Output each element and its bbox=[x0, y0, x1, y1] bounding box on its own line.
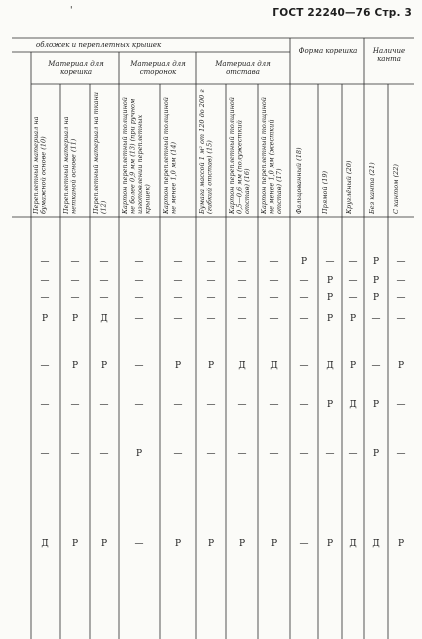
table-cell: — bbox=[99, 276, 109, 286]
table-cell: — bbox=[134, 361, 144, 371]
table-cell: — bbox=[40, 276, 50, 286]
group-label-sides: Материал для сторонок bbox=[130, 60, 186, 76]
table-cell: Д bbox=[349, 539, 357, 549]
table-cell: — bbox=[206, 400, 216, 410]
table-cell: Р bbox=[100, 539, 108, 549]
table-cell: — bbox=[206, 314, 216, 324]
col-header-13: Картон переплетный толщиной не более 0,9 мм (13) (при ручном изготовлении переплетных крышек) bbox=[121, 97, 152, 214]
table-cell: — bbox=[134, 276, 144, 286]
table-cell: — bbox=[99, 257, 109, 267]
table-cell: Р bbox=[326, 314, 334, 324]
table-cell: — bbox=[173, 257, 183, 267]
table-cell: Р bbox=[372, 257, 380, 267]
table-cell: — bbox=[70, 293, 80, 303]
table-cell: Р bbox=[300, 257, 308, 267]
table-cell: — bbox=[206, 257, 216, 267]
table-cell: — bbox=[206, 293, 216, 303]
table-cell: — bbox=[299, 293, 309, 303]
table-cell: — bbox=[348, 449, 358, 459]
table-cell: — bbox=[40, 293, 50, 303]
table-cell: — bbox=[173, 449, 183, 459]
table-cell: Р bbox=[349, 314, 357, 324]
table-cell: — bbox=[134, 293, 144, 303]
col-header-16: Картон переплетный толщиной 0,5—0,6 мм (полужесткий отстав) (16) bbox=[228, 97, 251, 214]
table-cell: — bbox=[237, 293, 247, 303]
col-header-11: Переплетный материал на нетканой основе (11) bbox=[62, 116, 78, 214]
table-cell: — bbox=[237, 449, 247, 459]
table-cell: — bbox=[269, 276, 279, 286]
table-cell: Р bbox=[326, 293, 334, 303]
table-cell: — bbox=[134, 400, 144, 410]
top-group-label: обложек и переплетных крышек bbox=[36, 41, 162, 49]
table-cell: — bbox=[299, 539, 309, 549]
table-cell: — bbox=[371, 314, 381, 324]
table-cell: Р bbox=[372, 449, 380, 459]
table-cell: Р bbox=[326, 276, 334, 286]
table-cell: Р bbox=[372, 276, 380, 286]
table-cell: — bbox=[237, 314, 247, 324]
table-cell: — bbox=[269, 314, 279, 324]
table-cell: — bbox=[40, 361, 50, 371]
table-cell: Р bbox=[100, 361, 108, 371]
table-cell: Р bbox=[174, 361, 182, 371]
table-cell: — bbox=[40, 449, 50, 459]
table-cell: Р bbox=[207, 539, 215, 549]
col-header-18: Фальцованный (18) bbox=[295, 147, 303, 214]
table-cell: — bbox=[396, 293, 406, 303]
table-cell: — bbox=[269, 257, 279, 267]
table-cell: — bbox=[237, 257, 247, 267]
table-cell: — bbox=[348, 257, 358, 267]
col-header-15: Бумага массой 1 м² от 120 до 200 г (гибкий отстав) (15) bbox=[198, 89, 214, 214]
table-cell: Р bbox=[270, 539, 278, 549]
table-cell: Р bbox=[71, 539, 79, 549]
table-cell: — bbox=[70, 449, 80, 459]
table-cell: — bbox=[99, 293, 109, 303]
table-cell: Р bbox=[207, 361, 215, 371]
col-header-17: Картон переплетный толщиной не менее 1,0 мм (жесткий отстав) (17) bbox=[260, 97, 283, 214]
table-cell: Р bbox=[71, 361, 79, 371]
table-cell: Д bbox=[238, 361, 246, 371]
table-cell: — bbox=[70, 276, 80, 286]
col-header-12: Переплетный материал на ткани (12) bbox=[92, 92, 108, 214]
table-cell: — bbox=[134, 314, 144, 324]
table-cell: Р bbox=[41, 314, 49, 324]
table-cell: Р bbox=[326, 400, 334, 410]
table-cell: Д bbox=[372, 539, 380, 549]
table-cell: — bbox=[173, 293, 183, 303]
table-cell: Д bbox=[100, 314, 108, 324]
table-cell: Р bbox=[174, 539, 182, 549]
table-cell: Д bbox=[41, 539, 49, 549]
group-label-spine-form: Форма корешка bbox=[298, 47, 358, 55]
col-header-20: Круглёный (20) bbox=[345, 160, 353, 214]
table-cell: — bbox=[70, 400, 80, 410]
table-cell: — bbox=[99, 449, 109, 459]
table-cell: — bbox=[40, 400, 50, 410]
table-cell: — bbox=[40, 257, 50, 267]
table-cell: Р bbox=[326, 539, 334, 549]
group-label-spine: Материал для корешка bbox=[48, 60, 104, 76]
table-cell: Р bbox=[349, 361, 357, 371]
col-header-19: Прямой (19) bbox=[321, 170, 329, 214]
table-cell: — bbox=[99, 400, 109, 410]
table-cell: — bbox=[134, 539, 144, 549]
table-cell: Д bbox=[349, 400, 357, 410]
table-cell: — bbox=[396, 276, 406, 286]
table-cell: Р bbox=[135, 449, 143, 459]
table-cell: — bbox=[206, 449, 216, 459]
table-cell: — bbox=[173, 400, 183, 410]
table-cell: — bbox=[299, 276, 309, 286]
table-cell: Р bbox=[397, 539, 405, 549]
table-cell: — bbox=[173, 314, 183, 324]
table-cell: — bbox=[299, 314, 309, 324]
tick-mark: ' bbox=[70, 6, 73, 16]
table-cell: Р bbox=[397, 361, 405, 371]
col-header-21: Без канта (21) bbox=[368, 162, 376, 214]
table-cell: — bbox=[396, 257, 406, 267]
table-cell: Р bbox=[372, 400, 380, 410]
table-cell: — bbox=[396, 449, 406, 459]
table-cell: — bbox=[237, 400, 247, 410]
table-cell: — bbox=[325, 257, 335, 267]
col-header-10: Переплетный материал на бумажной основе (10) bbox=[32, 116, 48, 214]
table-cell: Д bbox=[326, 361, 334, 371]
table-cell: — bbox=[348, 293, 358, 303]
table-cell: — bbox=[299, 361, 309, 371]
table-cell: Д bbox=[270, 361, 278, 371]
table-cell: — bbox=[325, 449, 335, 459]
col-header-14: Картон переплетный толщиной не менее 1,0 мм (14) bbox=[162, 97, 178, 214]
group-label-backing: Материал для отстава bbox=[215, 60, 271, 76]
table-cell: — bbox=[134, 257, 144, 267]
table-cell: — bbox=[173, 276, 183, 286]
table-cell: — bbox=[237, 276, 247, 286]
table-cell: — bbox=[269, 449, 279, 459]
group-label-edge: Наличие канта bbox=[372, 47, 406, 63]
table-cell: — bbox=[348, 276, 358, 286]
table-cell: Р bbox=[238, 539, 246, 549]
table-cell: — bbox=[269, 400, 279, 410]
col-header-22: С кантом (22) bbox=[392, 164, 400, 214]
table-cell: — bbox=[70, 257, 80, 267]
table-cell: — bbox=[371, 361, 381, 371]
table-cell: — bbox=[396, 314, 406, 324]
table-cell: — bbox=[299, 400, 309, 410]
table-cell: Р bbox=[372, 293, 380, 303]
table-cell: Р bbox=[71, 314, 79, 324]
table-cell: — bbox=[396, 400, 406, 410]
page-header-title: ГОСТ 22240—76 Стр. 3 bbox=[272, 7, 412, 19]
table-cell: — bbox=[269, 293, 279, 303]
table-cell: — bbox=[206, 276, 216, 286]
table-cell: — bbox=[299, 449, 309, 459]
